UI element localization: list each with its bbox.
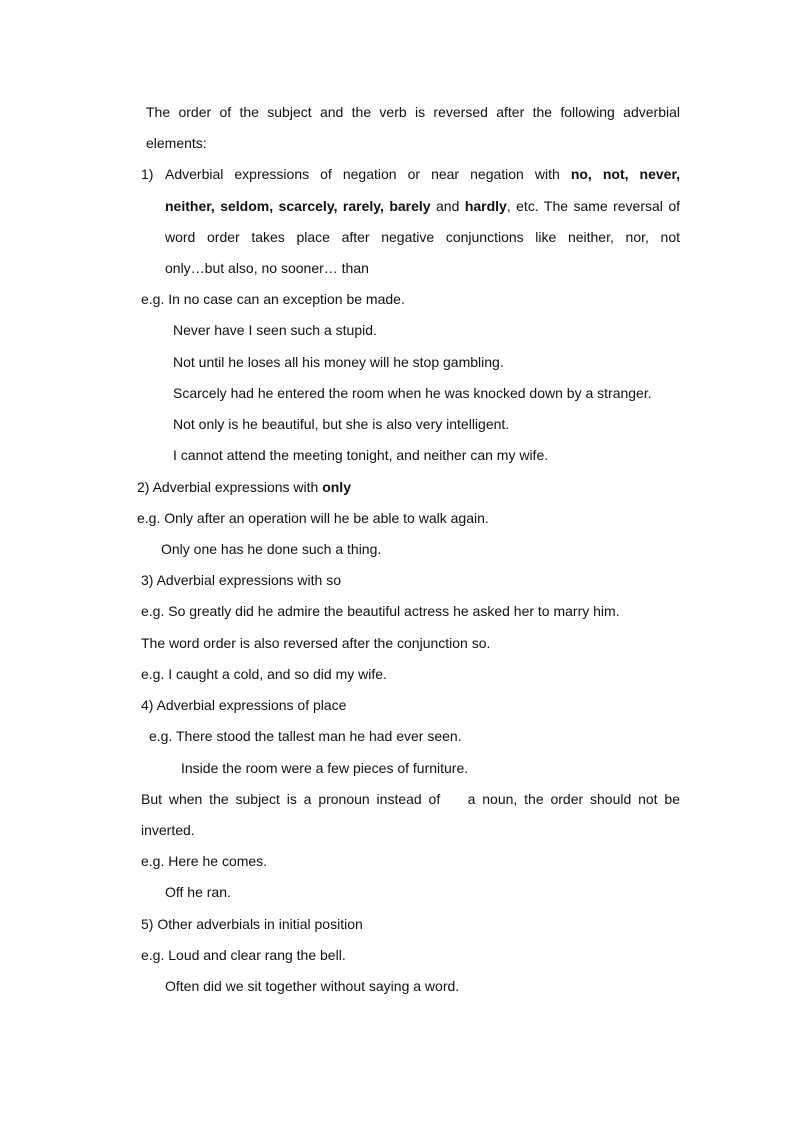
example-line: e.g. Loud and clear rang the bell. [141, 947, 346, 963]
example-line: Inside the room were a few pieces of furniture. [181, 760, 469, 776]
note-line: inverted. [141, 822, 195, 838]
item1-line [165, 197, 680, 215]
example-line: e.g. Here he comes. [141, 853, 268, 869]
keyword-text: only [322, 479, 351, 495]
keyword-text: neither, seldom, scarcely, rarely, barely [165, 198, 431, 214]
body-text: Adverbial expressions of negation or near negation with [165, 166, 560, 182]
example-line: Never have I seen such a stupid. [173, 322, 377, 338]
intro-line: The order of the subject and the verb is reversed after the following adverbial [146, 104, 680, 120]
example-line: Not until he loses all his money will he stop gambling. [173, 354, 504, 370]
example-line: e.g. In no case can an exception be made. [141, 291, 405, 307]
example-line: Only one has he done such a thing. [161, 541, 382, 557]
note-line: The word order is also reversed after the conjunction so. [141, 635, 491, 651]
example-line: e.g. I caught a cold, and so did my wife. [141, 666, 387, 682]
example-line: Not only is he beautiful, but she is also very intelligent. [173, 416, 510, 432]
example-line: Off he ran. [165, 884, 231, 900]
section-heading: 3) Adverbial expressions with so [141, 572, 341, 588]
body-text: , etc. The same reversal of [506, 198, 681, 214]
item1-line [165, 165, 680, 183]
section-heading: 5) Other adverbials in initial position [141, 916, 363, 932]
note-line: But when the subject is a pronoun instead of a noun, the order should not be [141, 791, 680, 807]
section-heading: 4) Adverbial expressions of place [141, 697, 347, 713]
keyword-text: no, not, never, [570, 166, 681, 182]
heading-text: 2) Adverbial expressions with [137, 479, 319, 495]
example-line: Often did we sit together without saying a word. [165, 978, 460, 994]
list-number: 1) [141, 166, 154, 182]
example-line: I cannot attend the meeting tonight, and neither can my wife. [173, 447, 549, 463]
example-line: Scarcely had he entered the room when he was knocked down by a stranger. [173, 385, 652, 401]
example-line: e.g. There stood the tallest man he had ever seen. [149, 728, 462, 744]
intro-line: elements: [146, 135, 207, 151]
body-text: and [436, 198, 460, 214]
section-heading [137, 478, 351, 496]
example-line: e.g. Only after an operation will he be able to walk again. [137, 510, 489, 526]
keyword-text: hardly [464, 198, 507, 214]
item1-line: only…but also, no sooner… than [165, 260, 369, 276]
item1-line: word order takes place after negative conjunctions like neither, nor, not [165, 229, 680, 245]
example-line: e.g. So greatly did he admire the beautiful actress he asked her to marry him. [141, 603, 620, 619]
